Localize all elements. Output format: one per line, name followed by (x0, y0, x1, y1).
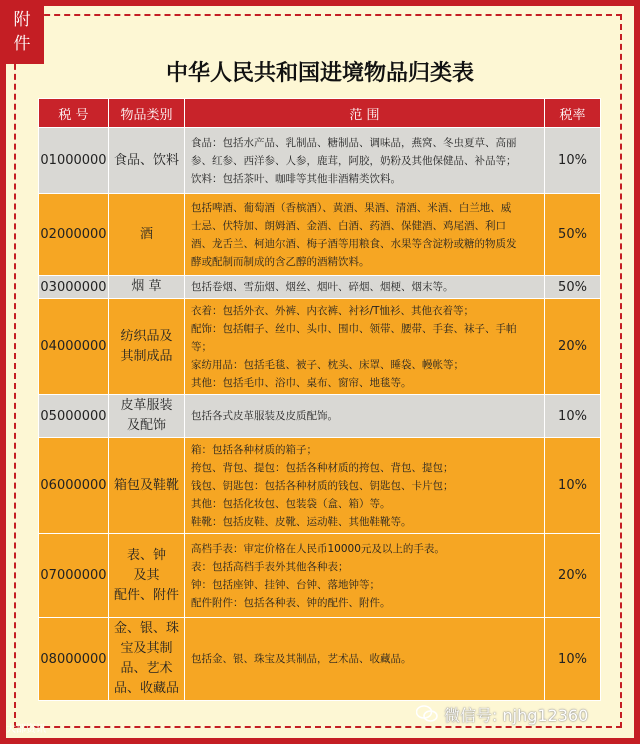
category-line: 及配饰 (126, 418, 166, 433)
category-line: 箱包及鞋靴 (113, 477, 179, 493)
scope-line: 钟：包括座钟、挂钟、台钟、落地钟等； (191, 578, 380, 591)
category-line: 及其 (133, 567, 160, 583)
tax-code-cell: 01000000 (39, 128, 109, 194)
header-rate: 税率 (545, 99, 601, 128)
scope-line: 箱：包括各种材质的箱子； (191, 443, 317, 456)
category-line: 烟 草 (131, 279, 162, 294)
scope-line: 士忌、伏特加、朗姆酒、金酒、白酒、药酒、保健酒、鸡尾酒、利口 (191, 219, 506, 232)
category-line: 金、银、珠 (113, 621, 179, 636)
category-cell (109, 618, 185, 701)
footer-source-text: 大部资讯 (6, 724, 46, 735)
scope-line: 参、红参、西洋参、人参，鹿茸，阿胶，奶粉及其他保健品、补品等； (191, 154, 517, 167)
wechat-watermark (416, 700, 588, 728)
header-tax-code: 税 号 (39, 99, 109, 128)
category-cell (109, 438, 185, 534)
table-header-row (39, 99, 601, 128)
tax-code-cell: 08000000 (39, 618, 109, 701)
tax-rate-cell: 50% (545, 276, 601, 299)
scope-line: 钱包、钥匙包：包括各种材质的钱包、钥匙包、卡片包； (191, 479, 454, 492)
category-cell (109, 395, 185, 438)
scope-line: 表：包括高档手表外其他各种表； (191, 560, 349, 573)
table-row (39, 395, 601, 438)
tax-rate-cell: 10% (545, 618, 601, 701)
table-row (39, 194, 601, 276)
scope-line: 其他：包括毛巾、浴巾、桌布、窗帘、地毯等。 (191, 376, 412, 389)
scope-line: 衣着：包括外衣、外裤、内衣裤、衬衫/T恤衫、其他衣着等； (191, 304, 474, 317)
table-body (39, 128, 601, 701)
header-scope: 范 围 (185, 99, 545, 128)
attachment-tag-char: 附 (13, 10, 31, 30)
category-line: 品、艺术 (120, 661, 173, 676)
category-line: 纺织品及 (120, 328, 173, 344)
scope-line: 包括啤酒、葡萄酒（香槟酒）、黄酒、果酒、清酒、米酒、白兰地、威 (191, 201, 512, 214)
tax-code-cell: 04000000 (39, 299, 109, 395)
table-row (39, 128, 601, 194)
tax-rate-cell: 10% (545, 438, 601, 534)
scope-line: 挎包、背包、提包：包括各种材质的挎包、背包、提包； (191, 461, 454, 474)
scope-cell (185, 194, 545, 276)
tax-code-cell: 05000000 (39, 395, 109, 438)
tax-code-cell: 06000000 (39, 438, 109, 534)
scope-line: 配饰：包括帽子、丝巾、头巾、围巾、领带、腰带、手套、袜子、手帕 (191, 322, 517, 335)
category-cell (109, 534, 185, 618)
tax-rate-cell: 20% (545, 299, 601, 395)
tax-code-cell: 03000000 (39, 276, 109, 299)
scope-cell (185, 395, 545, 438)
document-title: 中华人民共和国进境物品归类表 (165, 61, 474, 86)
category-line: 配件、附件 (113, 587, 179, 603)
category-cell (109, 276, 185, 299)
scope-line: 包括各式皮革服装及皮质配饰。 (191, 410, 338, 422)
category-line: 品、收藏品 (113, 681, 179, 696)
scope-cell (185, 618, 545, 701)
table-row (39, 299, 601, 395)
scope-line: 食品：包括水产品、乳制品、糖制品、调味品，燕窝、冬虫夏草、高丽 (191, 136, 517, 149)
category-cell (109, 299, 185, 395)
tax-code-cell: 02000000 (39, 194, 109, 276)
scope-cell (185, 128, 545, 194)
category-line: 食品、饮料 (113, 152, 179, 168)
tax-rate-cell: 10% (545, 395, 601, 438)
scope-line: 包括金、银、珠宝及其制品，艺术品、收藏品。 (191, 653, 412, 665)
classification-table (38, 98, 601, 701)
scope-line: 家纺用品：包括毛毯、被子、枕头、床罩、睡袋、幔帐等； (191, 358, 464, 371)
attachment-tag (0, 0, 44, 64)
table-row (39, 438, 601, 534)
scope-cell (185, 534, 545, 618)
wechat-label: 微信号: njhg12360 (444, 705, 589, 725)
tax-rate-cell: 10% (545, 128, 601, 194)
tax-rate-cell: 50% (545, 194, 601, 276)
scope-line: 配件附件：包括各种表、钟的配件、附件。 (191, 596, 391, 609)
scope-line: 高档手表：审定价格在人民币10000元及以上的手表。 (191, 542, 445, 555)
scope-cell (185, 299, 545, 395)
category-line: 宝及其制 (120, 641, 173, 656)
tax-rate-cell: 20% (545, 534, 601, 618)
attachment-tag-char: 件 (13, 34, 31, 54)
scope-line: 包括卷烟、雪茄烟、烟丝、烟叶、碎烟、烟梗、烟末等。 (191, 281, 454, 293)
tax-code-cell: 07000000 (39, 534, 109, 618)
scope-line: 酵或配制而制成的含乙醇的酒精饮料。 (191, 255, 370, 268)
category-line: 表、钟 (126, 547, 166, 563)
category-line: 皮革服装 (120, 398, 173, 413)
category-line: 酒 (139, 226, 153, 242)
wechat-icon (416, 705, 438, 723)
category-cell (109, 194, 185, 276)
scope-line: 其他：包括化妆包、包装袋（盒、箱）等。 (191, 497, 391, 510)
scope-line: 等； (191, 340, 212, 353)
header-category: 物品类别 (109, 99, 185, 128)
scope-line: 饮料：包括茶叶、咖啡等其他非酒精类饮料。 (191, 172, 401, 185)
table-row (39, 534, 601, 618)
category-cell (109, 128, 185, 194)
table-row (39, 276, 601, 299)
scope-cell (185, 438, 545, 534)
scope-cell (185, 276, 545, 299)
table-row (39, 618, 601, 701)
scope-line: 酒、龙舌兰、柯迪尔酒、梅子酒等用粮食、水果等含淀粉或糖的物质发 (191, 237, 517, 250)
category-line: 其制成品 (120, 348, 173, 364)
scope-line: 鞋靴：包括皮鞋、皮靴、运动鞋、其他鞋靴等。 (191, 515, 412, 528)
